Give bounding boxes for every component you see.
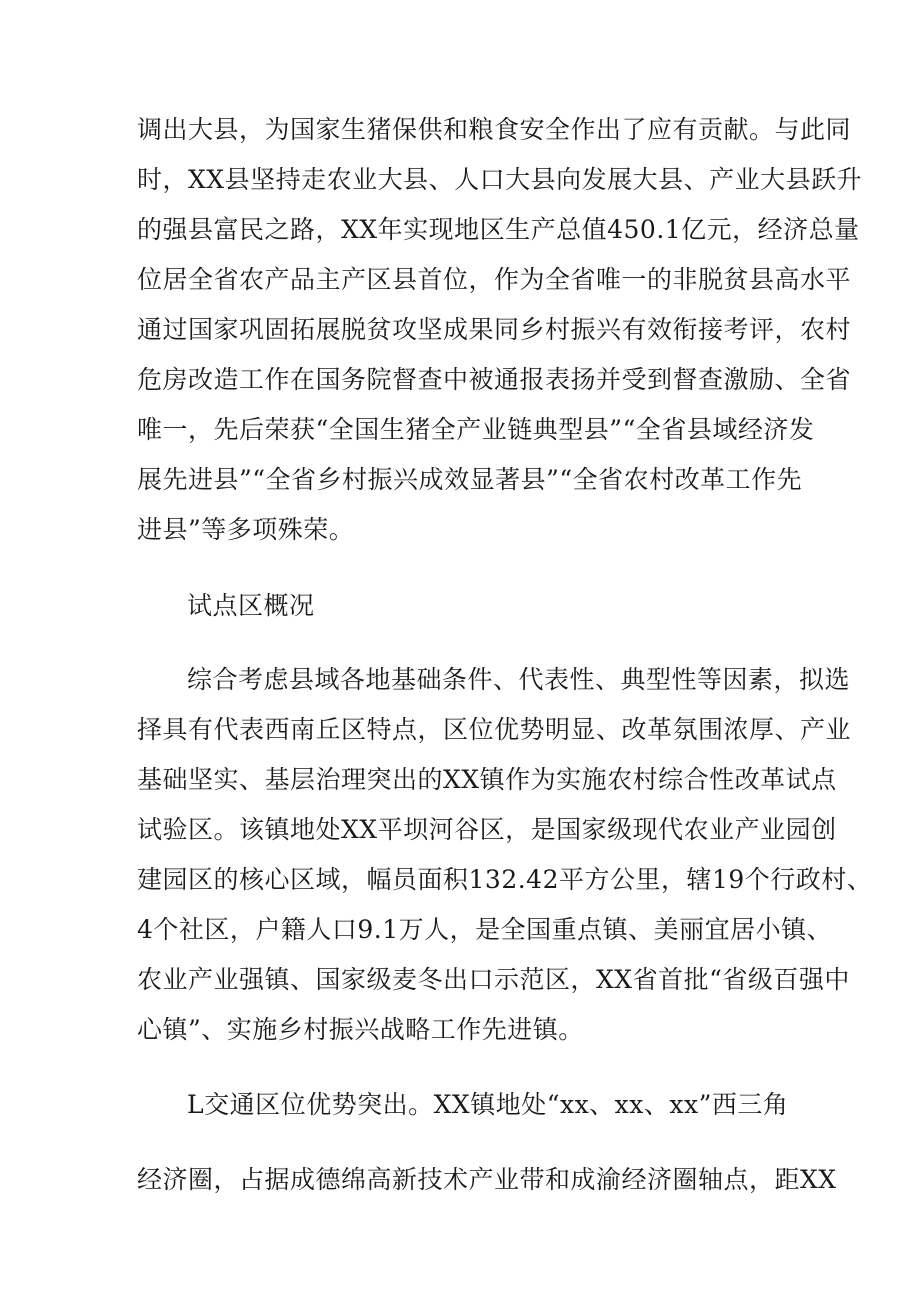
paragraph1-line-2: 时，XX县坚持走农业大县、人口大县向发展大县、产业大县跃升 [137,165,863,194]
paragraph1-line-9: 进县”等多项殊荣。 [137,515,355,544]
paragraph1-line-4: 位居全省农产品主产区县首位，作为全省唯一的非脱贫县高水平 [137,265,852,294]
paragraph1-line-1: 调出大县，为国家生猪保供和粮食安全作出了应有贡献。与此同 [137,115,852,144]
section-heading: 试点区概况 [187,591,315,620]
paragraph1-line-3: 的强县富民之路，XX年实现地区生产总值450.1亿元，经济总量 [137,215,860,244]
paragraph2-line-5: 建园区的核心区域，幅员面积132.42平方公里，辖19个行政村、 [137,865,873,894]
paragraph2-line-4: 试验区。该镇地处XX平坝河谷区，是国家级现代农业产业园创 [137,815,837,844]
paragraph3-line-1: L交通区位优势突出。XX镇地处“xx、xx、xx”西三角 [187,1090,789,1119]
paragraph2-line-6: 4个社区，户籍人口9.1万人，是全国重点镇、美丽宜居小镇、 [137,915,833,944]
paragraph2-line-1: 综合考虑县域各地基础条件、代表性、典型性等因素，拟选 [187,665,851,694]
paragraph2-line-7: 农业产业强镇、国家级麦冬出口示范区，XX省首批“省级百强中 [137,965,850,994]
paragraph2-line-8: 心镇”、实施乡村振兴战略工作先进镇。 [137,1015,584,1044]
paragraph1-line-7: 唯一，先后荣获“全国生猪全产业链典型县”“全省县域经济发 [137,415,815,444]
paragraph1-line-8: 展先进县”“全省乡村振兴成效显著县”“全省农村改革工作先 [137,465,803,494]
paragraph3-line-2: 经济圈，占据成德绵高新技术产业带和成渝经济圈轴点，距XX [137,1165,837,1194]
paragraph1-line-5: 通过国家巩固拓展脱贫攻坚成果同乡村振兴有效衔接考评，农村 [137,315,852,344]
paragraph2-line-2: 择具有代表西南丘区特点，区位优势明显、改革氛围浓厚、产业 [137,715,852,744]
paragraph1-line-6: 危房改造工作在国务院督查中被通报表扬并受到督查激励、全省 [137,365,852,394]
paragraph2-line-3: 基础坚实、基层治理突出的XX镇作为实施农村综合性改革试点 [137,765,837,794]
